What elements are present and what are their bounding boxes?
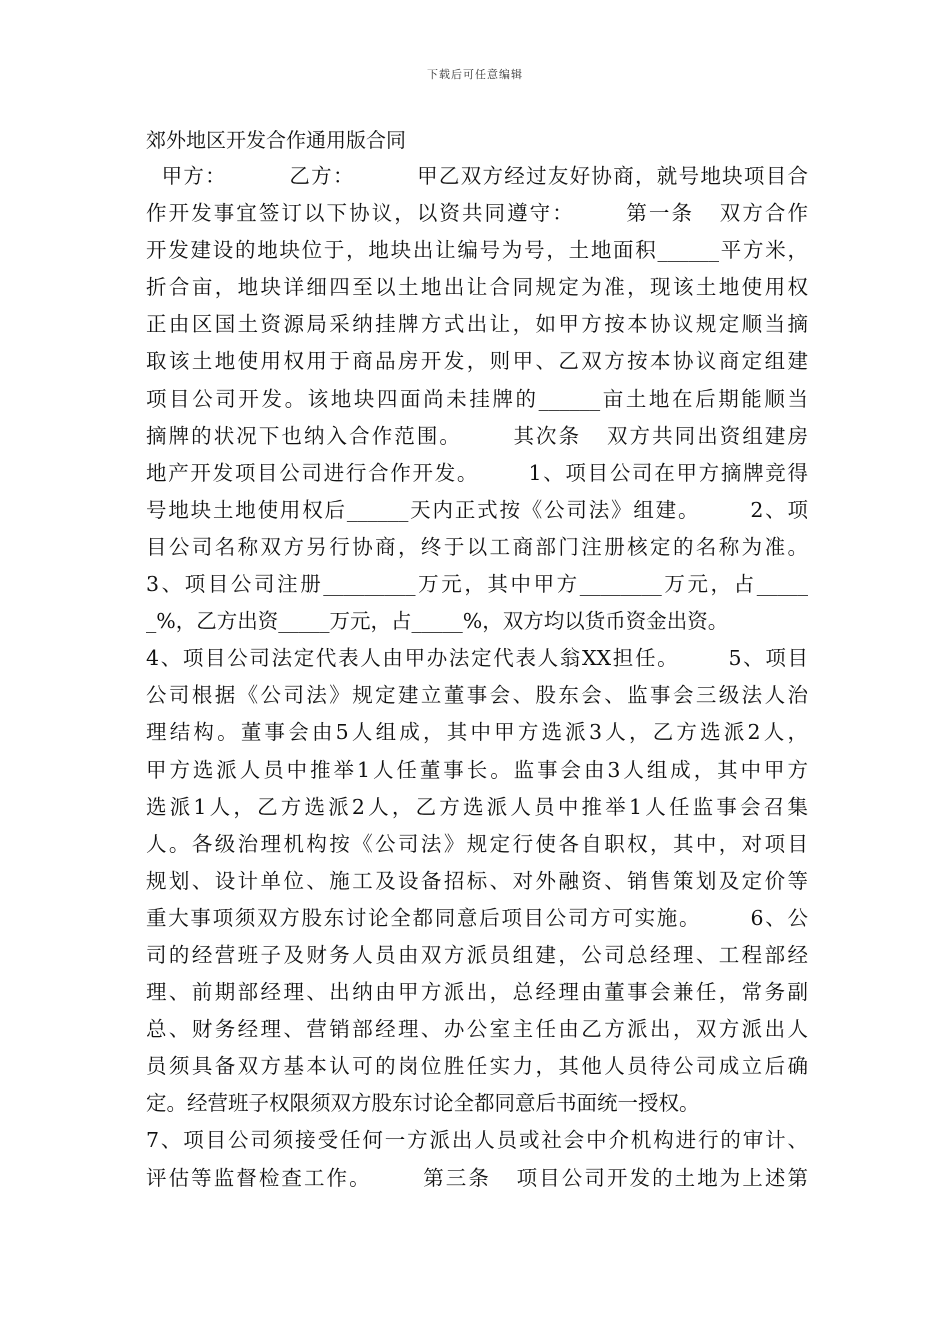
- body-line: 作开发事宜签订以下协议，以资共同遵守： 第一条 双方合作: [146, 201, 808, 226]
- body-line: 目公司名称双方另行协商，终于以工商部门注册核定的名称为准。: [146, 534, 808, 559]
- document-title: 郊外地区开发合作通用版合同: [146, 128, 406, 152]
- body-line: 公司根据《公司法》规定建立董事会、股东会、监事会三级法人治: [146, 683, 808, 708]
- body-line: 开发建设的地块位于，地块出让编号为号，土地面积______平方米，: [146, 238, 808, 263]
- body-line: 折合亩，地块详细四至以土地出让合同规定为准，现该土地使用权: [146, 275, 808, 300]
- body-line: 4、项目公司法定代表人由甲办法定代表人翁XX担任。 5、项目: [146, 646, 808, 671]
- body-line: 选派1人，乙方选派2人，乙方选派人员中推举1人任监事会召集: [146, 794, 808, 819]
- body-line: 甲方选派人员中推举1人任董事长。监事会由3人组成，其中甲方: [146, 757, 808, 782]
- body-line: 理、前期部经理、出纳由甲方派出，总经理由董事会兼任，常务副: [146, 980, 808, 1005]
- header-note: 下载后可任意编辑: [427, 68, 523, 81]
- body-line: 项目公司开发。该地块四面尚未挂牌的______亩土地在后期能顺当: [146, 386, 808, 411]
- body-line: 总、财务经理、营销部经理、办公室主任由乙方派出，双方派出人: [146, 1017, 808, 1042]
- body-line: _%，乙方出资_____万元，占_____%，双方均以货币资金出资。: [146, 609, 729, 634]
- body-line: 评估等监督检查工作。 第三条 项目公司开发的土地为上述第: [146, 1165, 808, 1190]
- body-line: 3、项目公司注册_________万元，其中甲方________万元，占_____: [146, 572, 808, 597]
- body-line: 员须具备双方基本认可的岗位胜任实力，其他人员待公司成立后确: [146, 1054, 808, 1079]
- body-line: 地产开发项目公司进行合作开发。 1、项目公司在甲方摘牌竞得: [146, 460, 808, 485]
- body-line: 司的经营班子及财务人员由双方派员组建，公司总经理、工程部经: [146, 942, 808, 967]
- body-line: 取该土地使用权用于商品房开发，则甲、乙双方按本协议商定组建: [146, 349, 808, 374]
- body-line: 定。经营班子权限须双方股东讨论全都同意后书面统一授权。: [146, 1091, 700, 1116]
- body-line: 号地块土地使用权后______天内正式按《公司法》组建。 2、项: [146, 497, 808, 522]
- body-line: 规划、设计单位、施工及设备招标、对外融资、销售策划及定价等: [146, 868, 808, 893]
- body-line: 7、项目公司须接受任何一方派出人员或社会中介机构进行的审计、: [146, 1128, 808, 1153]
- body-line: 人。各级治理机构按《公司法》规定行使各自职权，其中，对项目: [146, 831, 808, 856]
- body-line: 正由区国土资源局采纳挂牌方式出让，如甲方按本协议规定顺当摘: [146, 312, 808, 337]
- body-line: 甲方： 乙方： 甲乙双方经过友好协商，就号地块项目合: [146, 164, 808, 188]
- body-line: 摘牌的状况下也纳入合作范围。 其次条 双方共同出资组建房: [146, 423, 808, 448]
- body-line: 理结构。董事会由5人组成，其中甲方选派3人，乙方选派2人，: [146, 720, 808, 745]
- body-line: 重大事项须双方股东讨论全都同意后项目公司方可实施。 6、公: [146, 905, 808, 930]
- document-body: [146, 158, 808, 1197]
